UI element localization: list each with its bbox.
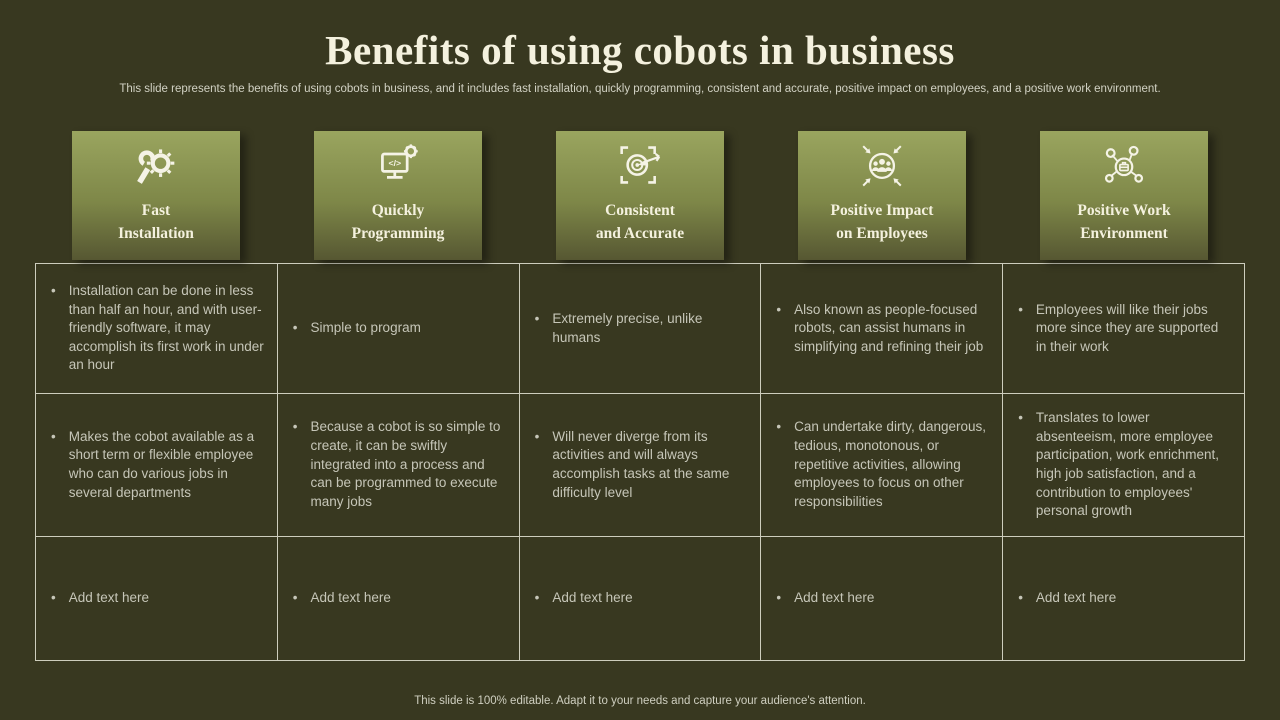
header-label-line1: Positive Work [1077, 202, 1171, 219]
bullet-point: • [776, 301, 782, 317]
header-label-line2: Programming [351, 225, 445, 243]
header-label-line2: Environment [1080, 225, 1168, 243]
bullet-point: • [292, 419, 298, 435]
header-consistent-accurate [556, 131, 724, 260]
bullet-point: • [776, 419, 782, 435]
header-fast-installation [72, 131, 240, 260]
cell-text: Translates to lower absenteeism, more employee participation, work enrichment, high job satisfaction, and a contribution to employees' personal growth [1035, 410, 1220, 519]
bullet-point: • [51, 428, 56, 444]
bullet-point: • [292, 590, 298, 606]
table-cell-col4-row2 [761, 394, 1003, 537]
bullet-point: • [51, 590, 56, 606]
monitor-code-gear-icon [376, 143, 420, 187]
table-cell-col4-row1 [761, 264, 1003, 394]
network-briefcase-icon [1102, 143, 1146, 187]
placeholder-text[interactable]: Add text here [552, 590, 633, 606]
header-label-line2: and Accurate [595, 225, 685, 243]
bullet-point: • [1018, 301, 1023, 317]
column-headers-row [35, 131, 1245, 260]
table-cell-col2-row2 [278, 394, 520, 537]
footer-note: This slide is 100% editable. Adapt it to your needs and capture your audience's attention. [414, 695, 866, 707]
page-title: Benefits of using cobots in business [325, 27, 955, 73]
bullet-point: • [1018, 410, 1023, 426]
bullet-point: • [534, 428, 540, 444]
placeholder-text[interactable]: Add text here [310, 590, 391, 606]
header-label-line2: on Employees [836, 225, 928, 243]
placeholder-text[interactable]: Add text here [1035, 590, 1117, 606]
slide-subtitle: This slide represents the benefits of using cobots in business, and it includes fast installation, quickly programming, consistent and accurate, positive impact on employees, and a positive work environment. [119, 83, 1161, 95]
header-label-line1: Quickly [371, 202, 425, 219]
placeholder-text[interactable]: Add text here [794, 590, 875, 606]
cell-text: Employees will like their jobs more since they are supported in their work [1035, 301, 1219, 354]
cell-text: Because a cobot is so simple to create, it can be swiftly integrated into a process and can be programmed to execute many jobs [310, 419, 501, 509]
bullet-point: • [776, 590, 782, 606]
table-cell-col2-row3-placeholder[interactable] [278, 537, 520, 661]
table-cell-col1-row3-placeholder[interactable] [36, 537, 278, 661]
cell-text: Installation can be done in less than half an hour, and with user-friendly software, it may accomplish its first work in under an hour [68, 282, 264, 373]
table-cell-col5-row2 [1003, 394, 1245, 537]
header-positive-work-env [1040, 131, 1208, 260]
header-label [118, 199, 194, 246]
svg-text:</>: </> [388, 157, 402, 168]
benefits-table [35, 263, 1245, 661]
bullet-point: • [534, 310, 540, 326]
bullet-point: • [51, 282, 56, 298]
bullet-point: • [292, 320, 298, 336]
people-group-arrows-icon [860, 143, 904, 187]
header-label [596, 199, 684, 246]
placeholder-text[interactable]: Add text here [68, 590, 150, 606]
header-label-line1: Consistent [605, 202, 675, 219]
cell-text: Will never diverge from its activities and will always accomplish tasks at the same difficulty level [552, 428, 730, 500]
table-cell-col3-row3-placeholder[interactable] [520, 537, 762, 661]
header-label [1077, 199, 1170, 246]
bullet-point: • [534, 590, 540, 606]
table-cell-col1-row2 [36, 394, 278, 537]
table-cell-col5-row1 [1003, 264, 1245, 394]
table-cell-col3-row1 [520, 264, 762, 394]
bullet-point: • [1018, 590, 1023, 606]
header-quickly-programming [314, 131, 482, 260]
target-arrow-icon [618, 143, 662, 187]
cell-text: Extremely precise, unlike humans [552, 310, 703, 345]
header-label-line1: Fast [141, 202, 171, 219]
header-label [831, 199, 934, 246]
header-positive-impact [798, 131, 966, 260]
table-cell-col1-row1 [36, 264, 278, 394]
cell-text: Simple to program [310, 320, 421, 336]
header-label-line1: Positive Impact [830, 202, 934, 219]
wrench-gear-icon [134, 143, 178, 187]
table-cell-col2-row1 [278, 264, 520, 394]
header-label-line2: Installation [118, 225, 194, 243]
table-cell-col3-row2 [520, 394, 762, 537]
header-label [352, 199, 445, 246]
cell-text: Also known as people-focused robots, can assist humans in simplifying and refining their job [794, 301, 984, 354]
table-cell-col5-row3-placeholder[interactable] [1003, 537, 1245, 661]
cell-text: Can undertake dirty, dangerous, tedious, monotonous, or repetitive activities, allowing employees to focus on other responsibilities [794, 419, 986, 509]
table-cell-col4-row3-placeholder[interactable] [761, 537, 1003, 661]
cell-text: Makes the cobot available as a short term or flexible employee who can do various jobs in several departments [68, 428, 255, 500]
